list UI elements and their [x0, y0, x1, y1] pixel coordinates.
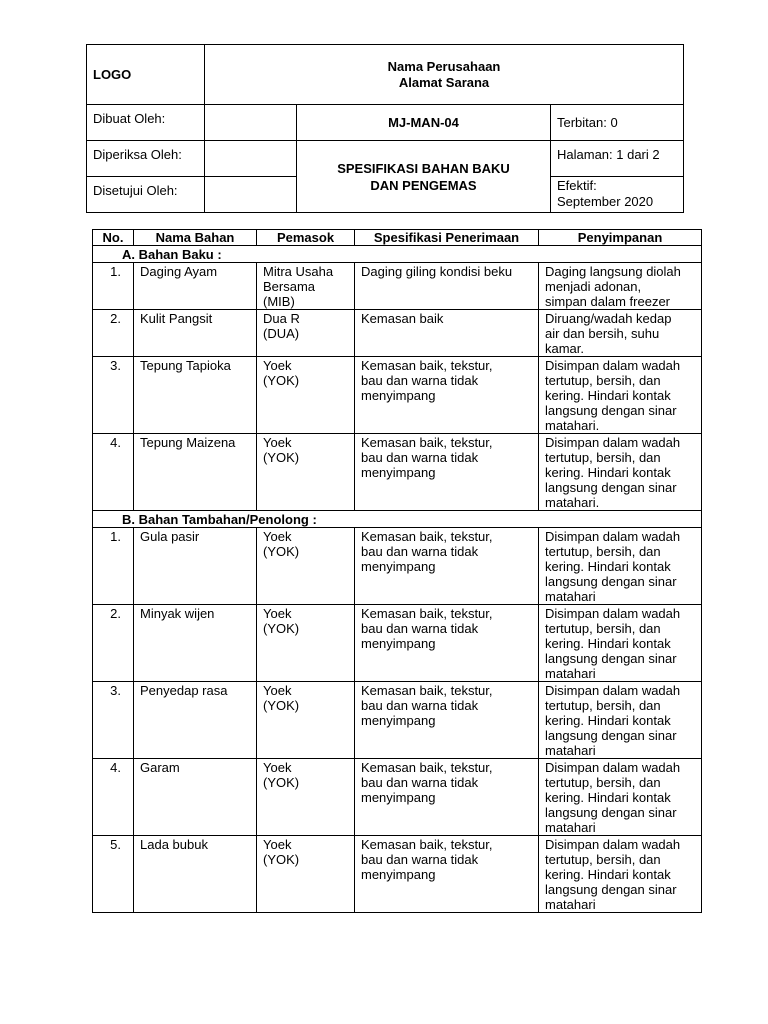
supplier [257, 434, 355, 511]
supplier [257, 759, 355, 836]
material-spec-table [92, 229, 702, 913]
storage-instruction-line: langsung dengan sinar [545, 728, 677, 743]
acceptance-spec-line: Kemasan baik, tekstur, [361, 683, 493, 698]
acceptance-spec-line: menyimpang [361, 559, 436, 574]
storage-instruction-line: Daging langsung diolah [545, 264, 681, 279]
acceptance-spec-line: bau dan warna tidak [361, 775, 479, 790]
document-header [86, 44, 684, 213]
supplier-line: Yoek [263, 683, 292, 698]
acceptance-spec [355, 528, 539, 605]
material-name: Kulit Pangsit [134, 310, 257, 357]
storage-instruction-line: langsung dengan sinar [545, 805, 677, 820]
supplier-line: (YOK) [263, 373, 300, 388]
storage-instruction [539, 434, 702, 511]
storage-instruction-line: langsung dengan sinar [545, 882, 677, 897]
table-header-row [93, 230, 702, 246]
table-row [93, 310, 702, 357]
checked-by-value [205, 141, 297, 177]
acceptance-spec-line: menyimpang [361, 790, 436, 805]
acceptance-spec-line: menyimpang [361, 713, 436, 728]
supplier [257, 263, 355, 310]
acceptance-spec-line: bau dan warna tidak [361, 698, 479, 713]
acceptance-spec [355, 836, 539, 913]
storage-instruction-line: matahari. [545, 418, 600, 433]
storage-instruction-line: kering. Hindari kontak [545, 636, 671, 651]
effective-value: September 2020 [557, 194, 654, 209]
table-row [93, 682, 702, 759]
supplier-line: Dua R [263, 311, 300, 326]
doc-title-line2: DAN PENGEMAS [370, 177, 477, 193]
row-number: 4. [93, 759, 134, 836]
material-name: Garam [134, 759, 257, 836]
storage-instruction-line: tertutup, bersih, dan [545, 544, 661, 559]
storage-instruction-line: tertutup, bersih, dan [545, 775, 661, 790]
logo-text: LOGO [93, 67, 132, 82]
storage-instruction-line: Disimpan dalam wadah [545, 683, 681, 698]
acceptance-spec-line: Kemasan baik, tekstur, [361, 837, 493, 852]
supplier-line: (DUA) [263, 326, 300, 341]
checked-by-label: Diperiksa Oleh: [87, 141, 205, 177]
storage-instruction-line: kering. Hindari kontak [545, 388, 671, 403]
row-number: 3. [93, 357, 134, 434]
storage-instruction-line: matahari [545, 666, 596, 681]
storage-instruction-line: kering. Hindari kontak [545, 790, 671, 805]
acceptance-spec-line: Kemasan baik, tekstur, [361, 760, 493, 775]
supplier-line: Yoek [263, 435, 292, 450]
supplier [257, 682, 355, 759]
supplier-line: Yoek [263, 529, 292, 544]
supplier [257, 528, 355, 605]
acceptance-spec-line: Kemasan baik, tekstur, [361, 435, 493, 450]
storage-instruction-line: Disimpan dalam wadah [545, 435, 681, 450]
table-row [93, 263, 702, 310]
storage-instruction-line: tertutup, bersih, dan [545, 450, 661, 465]
acceptance-spec-line: bau dan warna tidak [361, 373, 479, 388]
supplier-line: (YOK) [263, 775, 300, 790]
storage-instruction-line: Disimpan dalam wadah [545, 529, 681, 544]
acceptance-spec [355, 605, 539, 682]
storage-instruction-line: kering. Hindari kontak [545, 713, 671, 728]
acceptance-spec-line: Kemasan baik, tekstur, [361, 358, 493, 373]
supplier-line: (YOK) [263, 450, 300, 465]
storage-instruction-line: tertutup, bersih, dan [545, 852, 661, 867]
row-number: 1. [93, 528, 134, 605]
storage-instruction-line: langsung dengan sinar [545, 574, 677, 589]
storage-instruction-line: Diruang/wadah kedap [545, 311, 672, 326]
storage-instruction-line: langsung dengan sinar [545, 480, 677, 495]
row-number: 4. [93, 434, 134, 511]
acceptance-spec-line: bau dan warna tidak [361, 852, 479, 867]
supplier [257, 310, 355, 357]
storage-instruction [539, 528, 702, 605]
doc-code: MJ-MAN-04 [297, 105, 551, 141]
storage-instruction-line: matahari. [545, 495, 600, 510]
row-number: 5. [93, 836, 134, 913]
col-spec: Spesifikasi Penerimaan [355, 230, 539, 246]
supplier [257, 605, 355, 682]
row-number: 2. [93, 605, 134, 682]
acceptance-spec [355, 682, 539, 759]
storage-instruction-line: Disimpan dalam wadah [545, 837, 681, 852]
section-a-label: A. Bahan Baku : [93, 246, 702, 263]
doc-title [297, 141, 551, 213]
storage-instruction-line: air dan bersih, suhu [545, 326, 660, 341]
col-supplier: Pemasok [257, 230, 355, 246]
material-name: Penyedap rasa [134, 682, 257, 759]
table-body [93, 246, 702, 913]
material-name: Daging Ayam [134, 263, 257, 310]
material-name: Minyak wijen [134, 605, 257, 682]
acceptance-spec-line: bau dan warna tidak [361, 450, 479, 465]
acceptance-spec-line: menyimpang [361, 465, 436, 480]
storage-instruction-line: langsung dengan sinar [545, 403, 677, 418]
storage-instruction-line: kering. Hindari kontak [545, 867, 671, 882]
acceptance-spec-line: menyimpang [361, 388, 436, 403]
row-number: 3. [93, 682, 134, 759]
acceptance-spec-line: menyimpang [361, 636, 436, 651]
col-no: No. [93, 230, 134, 246]
approved-by-label: Disetujui Oleh: [87, 177, 205, 213]
supplier-line: Bersama [263, 279, 316, 294]
made-by-label: Dibuat Oleh: [87, 105, 205, 141]
storage-instruction-line: menjadi adonan, [545, 279, 642, 294]
storage-instruction-line: langsung dengan sinar [545, 651, 677, 666]
supplier-line: Yoek [263, 606, 292, 621]
storage-instruction-line: simpan dalam freezer [545, 294, 670, 309]
acceptance-spec-line: Kemasan baik, tekstur, [361, 529, 493, 544]
row-number: 1. [93, 263, 134, 310]
storage-instruction [539, 357, 702, 434]
supplier-line: Mitra Usaha [263, 264, 334, 279]
storage-instruction [539, 759, 702, 836]
storage-instruction [539, 263, 702, 310]
section-b-row [93, 511, 702, 528]
supplier-line: Yoek [263, 358, 292, 373]
storage-instruction-line: Disimpan dalam wadah [545, 760, 681, 775]
company-cell [205, 45, 684, 105]
storage-instruction-line: matahari [545, 897, 596, 912]
supplier-line: Yoek [263, 837, 292, 852]
acceptance-spec-line: Kemasan baik, tekstur, [361, 606, 493, 621]
acceptance-spec [355, 759, 539, 836]
page-number: Halaman: 1 dari 2 [551, 141, 684, 177]
storage-instruction-line: Disimpan dalam wadah [545, 358, 681, 373]
row-number: 2. [93, 310, 134, 357]
material-name: Lada bubuk [134, 836, 257, 913]
storage-instruction-line: tertutup, bersih, dan [545, 373, 661, 388]
supplier-line: (YOK) [263, 621, 300, 636]
doc-title-line1: SPESIFIKASI BAHAN BAKU [337, 160, 510, 176]
table-row [93, 528, 702, 605]
issue-number: Terbitan: 0 [551, 105, 684, 141]
material-name: Tepung Tapioka [134, 357, 257, 434]
storage-instruction-line: tertutup, bersih, dan [545, 698, 661, 713]
approved-by-value [205, 177, 297, 213]
acceptance-spec-line: menyimpang [361, 867, 436, 882]
company-name: Nama Perusahaan [387, 58, 501, 74]
logo-cell [87, 45, 205, 105]
material-name: Tepung Maizena [134, 434, 257, 511]
supplier-line: (YOK) [263, 698, 300, 713]
material-name: Gula pasir [134, 528, 257, 605]
table-row [93, 357, 702, 434]
acceptance-spec-line: bau dan warna tidak [361, 621, 479, 636]
storage-instruction-line: Disimpan dalam wadah [545, 606, 681, 621]
section-a-row [93, 246, 702, 263]
storage-instruction [539, 836, 702, 913]
made-by-value [205, 105, 297, 141]
acceptance-spec: Kemasan baik [355, 310, 539, 357]
acceptance-spec [355, 434, 539, 511]
acceptance-spec: Daging giling kondisi beku [355, 263, 539, 310]
company-address: Alamat Sarana [398, 74, 490, 90]
acceptance-spec-line: bau dan warna tidak [361, 544, 479, 559]
supplier-line: (YOK) [263, 544, 300, 559]
storage-instruction-line: tertutup, bersih, dan [545, 621, 661, 636]
effective-label: Efektif: [557, 178, 597, 193]
storage-instruction-line: matahari [545, 589, 596, 604]
storage-instruction [539, 682, 702, 759]
storage-instruction-line: kering. Hindari kontak [545, 465, 671, 480]
supplier-line: (MIB) [263, 294, 295, 309]
effective-date [551, 177, 684, 213]
acceptance-spec [355, 357, 539, 434]
storage-instruction [539, 605, 702, 682]
table-row [93, 605, 702, 682]
storage-instruction-line: matahari [545, 743, 596, 758]
table-row [93, 759, 702, 836]
section-b-label: B. Bahan Tambahan/Penolong : [93, 511, 702, 528]
storage-instruction-line: matahari [545, 820, 596, 835]
table-row [93, 434, 702, 511]
supplier-line: (YOK) [263, 852, 300, 867]
col-storage: Penyimpanan [539, 230, 702, 246]
storage-instruction [539, 310, 702, 357]
supplier [257, 357, 355, 434]
storage-instruction-line: kamar. [545, 341, 585, 356]
supplier [257, 836, 355, 913]
storage-instruction-line: kering. Hindari kontak [545, 559, 671, 574]
table-row [93, 836, 702, 913]
col-name: Nama Bahan [134, 230, 257, 246]
supplier-line: Yoek [263, 760, 292, 775]
